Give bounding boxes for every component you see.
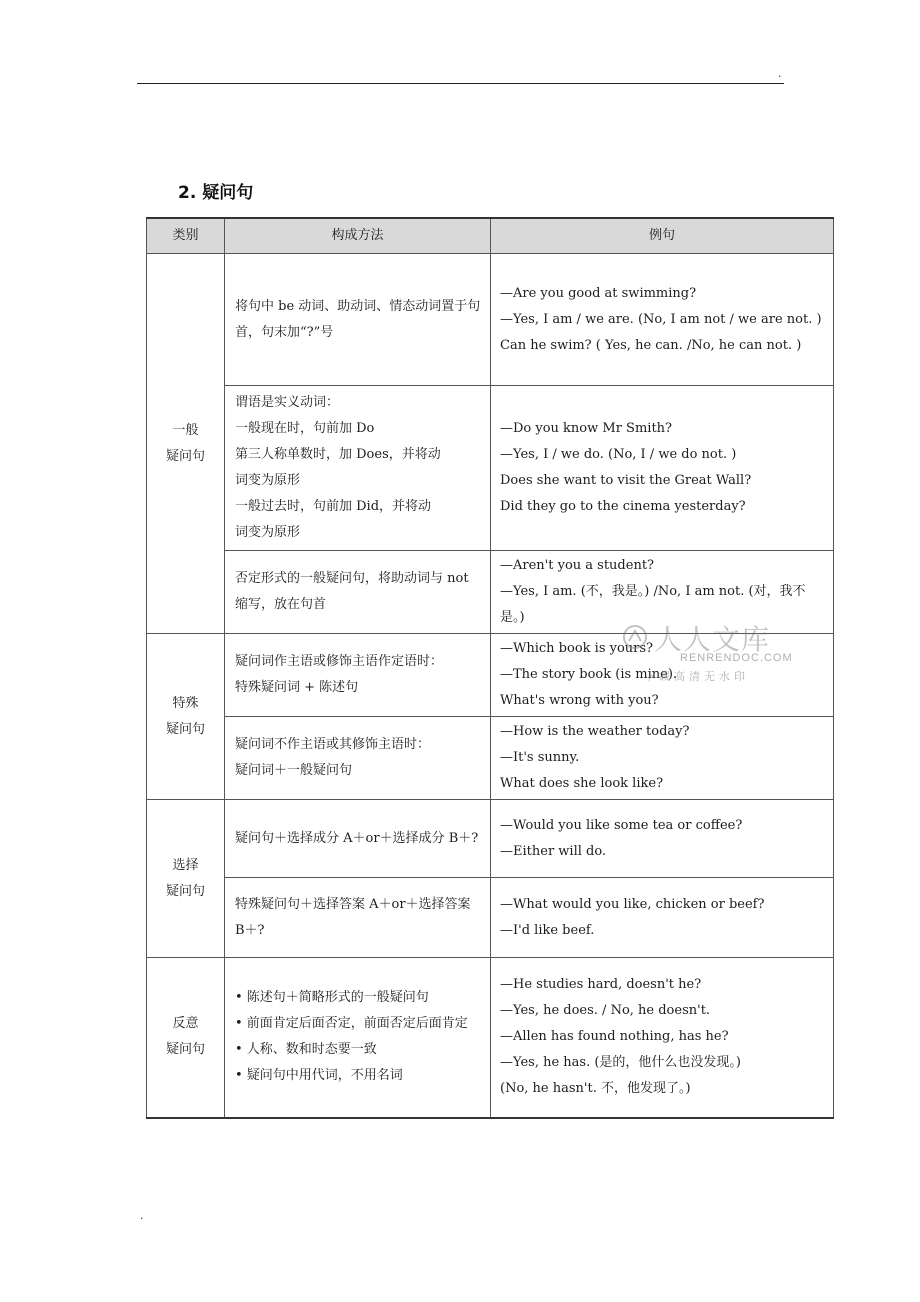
- example-sentence: —I'd like beef.: [500, 922, 595, 938]
- example-cell: [491, 551, 834, 634]
- example-sentence: —It's sunny.: [500, 750, 580, 765]
- header-example: 例句: [491, 218, 834, 254]
- method-cell: [225, 958, 491, 1118]
- method-text: 词变为原形: [235, 525, 301, 540]
- method-text: 否定形式的一般疑问句，将助动词与 not 缩写，放在句首: [235, 571, 469, 612]
- example-sentence: —Yes, he does. / No, he doesn't.: [500, 1003, 711, 1019]
- example-sentence: —Are you good at swimming?: [500, 285, 697, 301]
- category-label: 选择: [172, 857, 199, 873]
- method-text: • 人称、数和时态要一致: [235, 1042, 377, 1058]
- table-row: [147, 386, 834, 551]
- question-types-table: [146, 217, 834, 1119]
- example-sentence: Can he swim? ( Yes, he can. /No, he can not. ): [500, 337, 802, 353]
- example-sentence: —Do you know Mr Smith?: [500, 421, 673, 436]
- method-cell: [225, 717, 491, 800]
- method-text: 第三人称单数时，加 Does，并将动: [235, 447, 441, 462]
- category-label: 一般: [172, 422, 199, 438]
- example-sentence: Did they go to the cinema yesterday?: [500, 499, 746, 514]
- example-sentence: —Would you like some tea or coffee?: [500, 817, 743, 833]
- method-cell: [225, 634, 491, 717]
- watermark-main: 人人文库: [654, 623, 771, 656]
- method-text: 疑问词作主语或修饰主语作定语时：: [235, 654, 444, 669]
- watermark-domain: RENRENDOC.COM: [680, 652, 793, 664]
- example-sentence: —The story book (is mine).: [500, 667, 678, 682]
- example-sentence: What's wrong with you?: [500, 693, 659, 708]
- method-text: • 陈述句＋简略形式的一般疑问句: [235, 990, 429, 1006]
- category-label: 疑问句: [165, 448, 205, 464]
- header-dot: .: [778, 66, 782, 80]
- example-cell: [491, 254, 834, 386]
- method-text: 将句中 be 动词、助动词、情态动词置于句首，句末加“?”号: [235, 298, 481, 340]
- category-label: 反意: [172, 1016, 199, 1032]
- method-text: 特殊疑问词 + 陈述句: [235, 680, 359, 695]
- method-text: 一般现在时，句前加 Do: [235, 421, 375, 436]
- method-cell: [225, 386, 491, 551]
- category-cell: [147, 958, 225, 1118]
- category-cell: [147, 634, 225, 800]
- method-cell: [225, 254, 491, 386]
- header-method: 构成方法: [225, 218, 491, 254]
- method-text: 疑问句＋选择成分 A＋or＋选择成分 B＋?: [235, 830, 479, 846]
- table-row: [147, 878, 834, 958]
- method-text: 谓语是实义动词：: [235, 395, 340, 410]
- footer-dot: .: [140, 1208, 144, 1222]
- example-cell: [491, 386, 834, 551]
- table-row: [147, 254, 834, 386]
- method-cell: [225, 800, 491, 878]
- category-label: 疑问句: [165, 721, 205, 737]
- example-cell: [491, 634, 834, 717]
- table-row: [147, 634, 834, 717]
- example-sentence: (No, he hasn't. 不，他发现了。): [500, 1081, 691, 1097]
- example-sentence: —Yes, I / we do. (No, I / we do not. ): [500, 447, 737, 462]
- example-cell: [491, 958, 834, 1118]
- category-label: 疑问句: [165, 1042, 205, 1058]
- method-cell: [225, 878, 491, 958]
- header-category: 类别: [147, 218, 225, 254]
- category-cell: [147, 800, 225, 958]
- table-row: [147, 800, 834, 878]
- section-title: 2. 疑问句: [178, 183, 254, 203]
- watermark-sub: 下载高清无水印: [644, 670, 749, 683]
- example-sentence: —Yes, I am / we are. (No, I am not / we are not. ): [500, 311, 822, 327]
- table-row: [147, 958, 834, 1118]
- example-sentence: —Either will do.: [500, 843, 607, 859]
- table-row: [147, 551, 834, 634]
- example-sentence: —He studies hard, doesn't he?: [500, 977, 702, 993]
- table-row: [147, 717, 834, 800]
- category-cell: [147, 254, 225, 634]
- example-cell: [491, 800, 834, 878]
- table-body: [147, 254, 834, 1118]
- example-sentence: —Yes, I am. (不，我是。) /No, I am not. (对，我不是。): [500, 584, 806, 625]
- method-text: 词变为原形: [235, 473, 301, 488]
- example-sentence: —What would you like, chicken or beef?: [500, 896, 765, 912]
- method-text: 疑问词不作主语或其修饰主语时：: [235, 737, 431, 752]
- method-text: 疑问词＋一般疑问句: [235, 763, 353, 778]
- example-sentence: —Aren't you a student?: [500, 558, 655, 573]
- example-sentence: Does she want to visit the Great Wall?: [500, 473, 752, 488]
- category-label: 疑问句: [165, 883, 205, 899]
- example-sentence: —Yes, he has. (是的，他什么也没发现。): [500, 1055, 741, 1071]
- example-sentence: —Which book is yours?: [500, 641, 654, 656]
- method-text: 特殊疑问句＋选择答案 A＋or＋选择答案 B＋?: [235, 896, 471, 938]
- method-cell: [225, 551, 491, 634]
- example-cell: [491, 878, 834, 958]
- method-text: 一般过去时，句前加 Did，并将动: [235, 499, 432, 514]
- example-sentence: —Allen has found nothing, has he?: [500, 1029, 729, 1045]
- example-cell: [491, 717, 834, 800]
- method-text: • 前面肯定后面否定，前面否定后面肯定: [235, 1016, 468, 1032]
- category-label: 特殊: [172, 695, 199, 711]
- example-sentence: What does she look like?: [500, 776, 664, 791]
- header-rule: [137, 83, 784, 84]
- example-sentence: —How is the weather today?: [500, 724, 690, 739]
- method-text: • 疑问句中用代词，不用名词: [235, 1068, 403, 1084]
- table-header-row: [147, 218, 834, 254]
